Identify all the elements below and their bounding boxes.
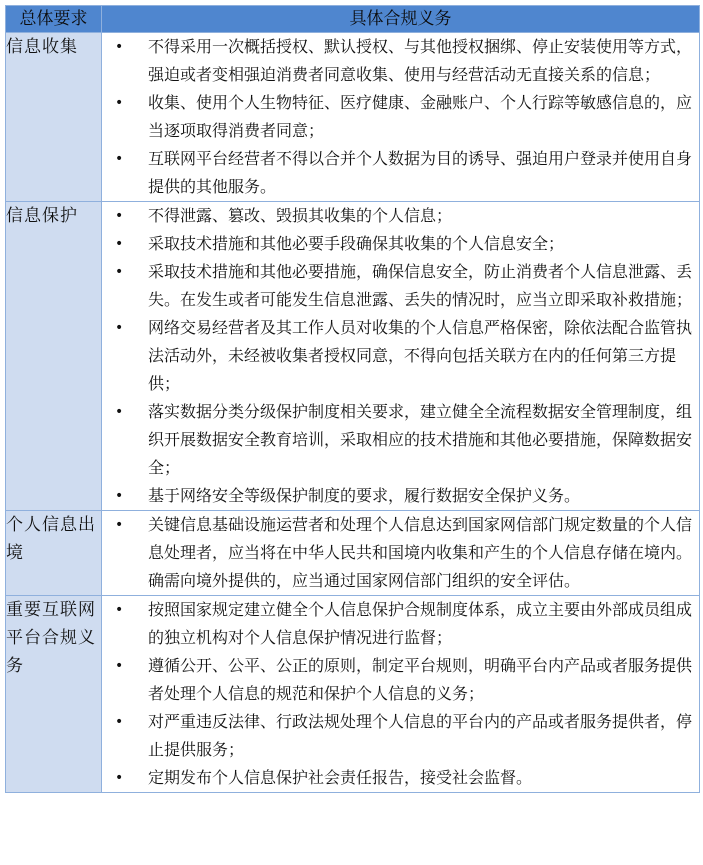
requirement-item: • 收集、使用个人生物特征、医疗健康、金融账户、个人行踪等敏感信息的，应当逐项取得消费者同意； xyxy=(102,89,699,145)
requirement-item: • 基于网络安全等级保护制度的要求，履行数据安全保护义务。 xyxy=(102,482,699,510)
requirement-item: • 按照国家规定建立健全个人信息保护合规制度体系，成立主要由外部成员组成的独立机构对个人信息保护情况进行监督； xyxy=(102,596,699,652)
category-platform-obligations: 重要互联网平台合规义务 xyxy=(6,596,102,793)
requirements-info-protection xyxy=(102,202,700,511)
requirement-item: • 不得泄露、篡改、毁损其收集的个人信息； xyxy=(102,202,699,230)
requirement-item: • 互联网平台经营者不得以合并个人数据为目的诱导、强迫用户登录并使用自身提供的其他服务。 xyxy=(102,145,699,201)
header-specific-obligations: 具体合规义务 xyxy=(102,6,700,33)
requirement-item: • 网络交易经营者及其工作人员对收集的个人信息严格保密，除依法配合监管执法活动外，未经被收集者授权同意，不得向包括关联方在内的任何第三方提供； xyxy=(102,314,699,398)
requirement-item: • 遵循公开、公平、公正的原则，制定平台规则，明确平台内产品或者服务提供者处理个人信息的规范和保护个人信息的义务； xyxy=(102,652,699,708)
category-info-protection: 信息保护 xyxy=(6,202,102,511)
category-info-collection: 信息收集 xyxy=(6,33,102,202)
requirements-info-collection xyxy=(102,33,700,202)
compliance-table xyxy=(5,5,700,793)
requirement-item: • 不得采用一次概括授权、默认授权、与其他授权捆绑、停止安装使用等方式，强迫或者变相强迫消费者同意收集、使用与经营活动无直接关系的信息； xyxy=(102,33,699,89)
section-row-cross-border xyxy=(6,511,700,596)
requirement-item: • 关键信息基础设施运营者和处理个人信息达到国家网信部门规定数量的个人信息处理者，应当将在中华人民共和国境内收集和产生的个人信息存储在境内。确需向境外提供的，应当通过国家网信部门组织的安全评估。 xyxy=(102,511,699,595)
header-general-requirement: 总体要求 xyxy=(6,6,102,33)
requirement-item: • 采取技术措施和其他必要措施，确保信息安全，防止消费者个人信息泄露、丢失。在发生或者可能发生信息泄露、丢失的情况时，应当立即采取补救措施； xyxy=(102,258,699,314)
requirement-item: • 定期发布个人信息保护社会责任报告，接受社会监督。 xyxy=(102,764,699,792)
requirement-item: • 采取技术措施和其他必要手段确保其收集的个人信息安全； xyxy=(102,230,699,258)
header-row xyxy=(6,6,700,33)
requirement-item: • 落实数据分类分级保护制度相关要求，建立健全全流程数据安全管理制度，组织开展数据安全教育培训，采取相应的技术措施和其他必要措施，保障数据安全； xyxy=(102,398,699,482)
category-cross-border: 个人信息出境 xyxy=(6,511,102,596)
section-row-info-collection xyxy=(6,33,700,202)
requirement-item: • 对严重违反法律、行政法规处理个人信息的平台内的产品或者服务提供者，停止提供服务； xyxy=(102,708,699,764)
requirements-cross-border xyxy=(102,511,700,596)
section-row-info-protection xyxy=(6,202,700,511)
section-row-platform-obligations xyxy=(6,596,700,793)
requirements-platform-obligations xyxy=(102,596,700,793)
